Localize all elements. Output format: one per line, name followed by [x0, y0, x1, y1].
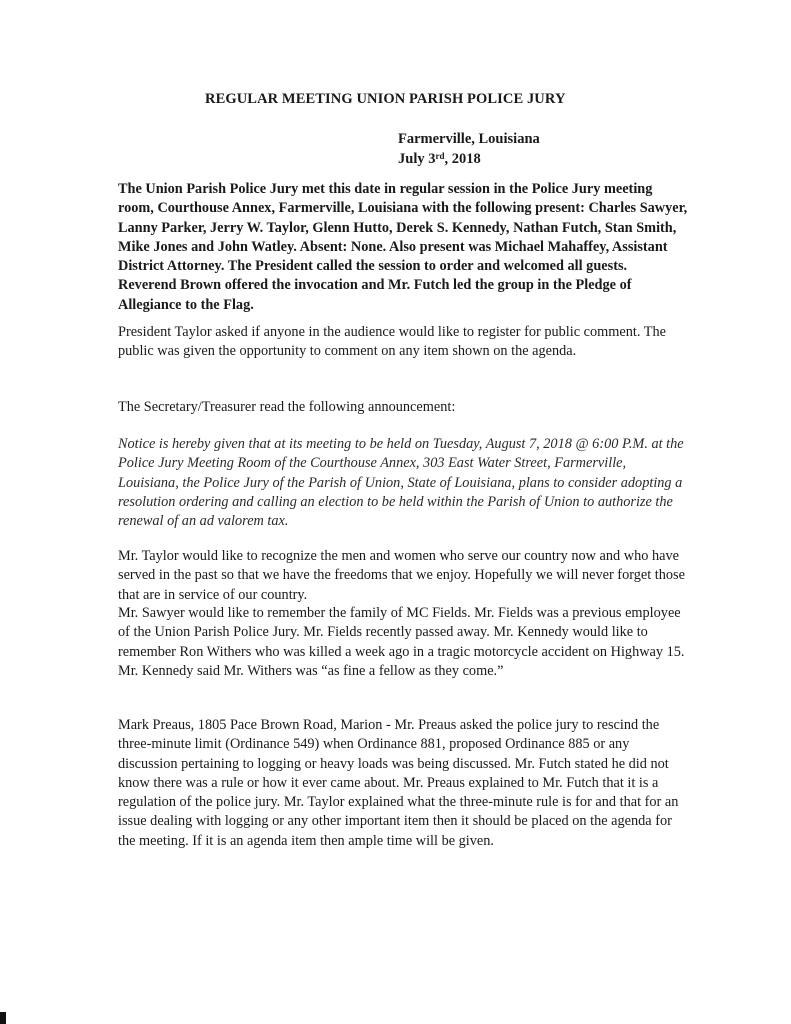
document-title: REGULAR MEETING UNION PARISH POLICE JURY: [205, 91, 566, 107]
meeting-date: [398, 149, 540, 169]
paragraph-public-comment-preaus: Mark Preaus, 1805 Pace Brown Road, Marion - Mr. Preaus asked the police jury to rescind the three-minute limit (Ordinance 549) when Ordinance 881, proposed Ordinance 885 or any discussion pertaining to logging or heavy loads was being discussed. Mr. Futch stated he did not know there was a rule or how it ever came about. Mr. Preaus explained to Mr. Futch that it is a regulation of the police jury. Mr. Taylor explained what the three-minute rule is for and that for an issue dealing with logging or any other important item then it should be placed on the agenda for the meeting. If it is an agenda item then ample time will be given.: [118, 717, 679, 849]
date-month-day: July 3: [398, 151, 436, 167]
date-ordinal-suffix: rd: [435, 151, 445, 161]
paragraph-notice: Notice is hereby given that at its meeting to be held on Tuesday, August 7, 2018 @ 6:00 P.M. at the Police Jury Meeting Room of the Courthouse Annex, 303 East Water Street, Farmerville, Louisiana, the Police Jury of the Parish of Union, State of Louisiana, plans to consider adopting a resolution ordering and calling an election to be held within the Parish of Union to authorize the renewal of an ad valorem tax.: [118, 436, 684, 530]
scan-edge-mark: [0, 1012, 6, 1024]
meeting-location: Farmerville, Louisiana: [398, 131, 540, 147]
paragraph-remembrance: Mr. Sawyer would like to remember the family of MC Fields. Mr. Fields was a previous employee of the Union Parish Police Jury. Mr. Fields recently passed away. Mr. Kennedy would like to remember Ron Withers who was killed a week ago in a tragic motorcycle accident on Highway 15. Mr. Kennedy said Mr. Withers was “as fine a fellow as they come.”: [118, 605, 685, 679]
paragraph-public-comment: President Taylor asked if anyone in the audience would like to register for public comment. The public was given the opportunity to comment on any item shown on the agenda.: [118, 324, 666, 360]
paragraph-attendance: The Union Parish Police Jury met this date in regular session in the Police Jury meeting room, Courthouse Annex, Farmerville, Louisiana with the following present: Charles Sawyer, Lanny Parker, Jerry W. Taylor, Glenn Hutto, Derek S. Kennedy, Nathan Futch, Stan Smith, Mike Jones and John Watley. Absent: None. Also present was Michael Mahaffey, Assistant District Attorney. The President called the session to order and welcomed all guests. Reverend Brown offered the invocation and Mr. Futch led the group in the Pledge of Allegiance to the Flag.: [118, 181, 688, 313]
date-year: , 2018: [444, 151, 481, 167]
paragraph-recognition: Mr. Taylor would like to recognize the men and women who serve our country now and who have served in the past so that we have the freedoms that we enjoy. Hopefully we will never forget those that are in service of our country.: [118, 548, 685, 603]
paragraph-announcement-intro: The Secretary/Treasurer read the following announcement:: [118, 399, 456, 415]
meeting-place-date: [398, 129, 540, 169]
